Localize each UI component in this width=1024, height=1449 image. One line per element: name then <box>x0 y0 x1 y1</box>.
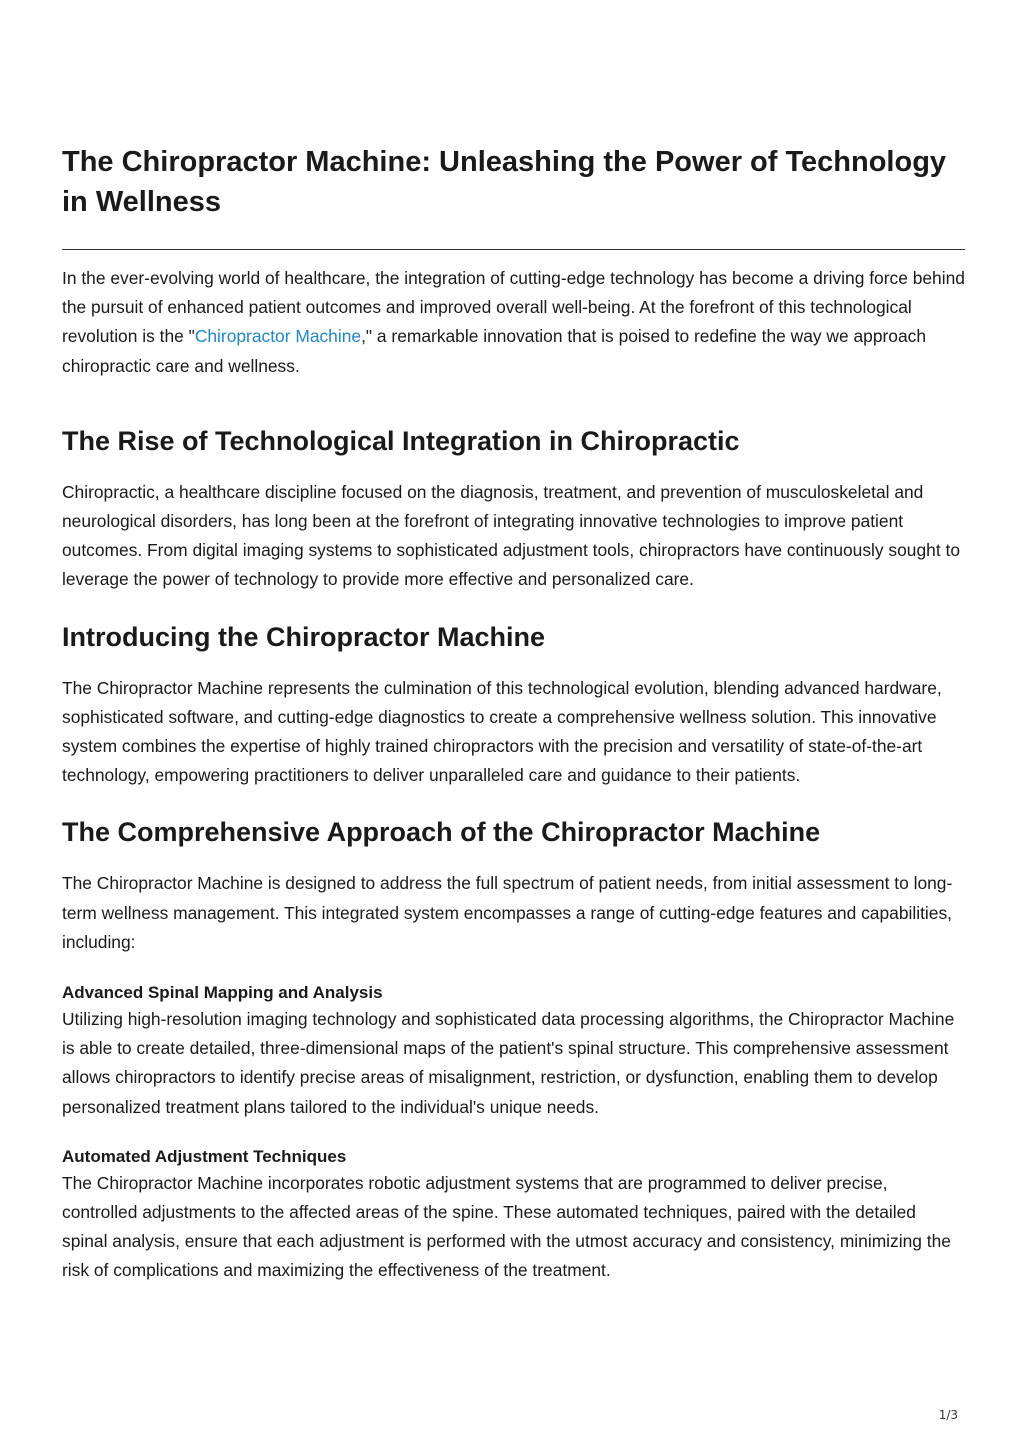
feature-body-automated-adjustment: The Chiropractor Machine incorporates robotic adjustment systems that are programmed to deliver precise, controlled adjustments to the affected areas of the spine. These automated techniques, paired with the detailed spinal analysis, ensure that each adjustment is performed with the utmost accuracy and consistency, minimizing the risk of complications and maximizing the effectiveness of the treatment. <box>62 1172 951 1281</box>
page-number: 1/3 <box>938 1408 958 1422</box>
feature-heading-spinal-mapping: Advanced Spinal Mapping and Analysis <box>62 983 383 1003</box>
section-heading-comprehensive: The Comprehensive Approach of the Chiropractor Machine <box>62 817 821 848</box>
feature-heading-automated-adjustment: Automated Adjustment Techniques <box>62 1146 347 1166</box>
document-page <box>62 142 965 1286</box>
section-body-comprehensive: The Chiropractor Machine is designed to address the full spectrum of patient needs, from initial assessment to long-term wellness management. This integrated system encompasses a range of cutting-edge features and capabilities, including: <box>62 873 953 952</box>
intro-text-after-link: ," a remarkable innovation that is poised to redefine the way we approach chiropractic care and wellness. <box>62 326 927 376</box>
title-divider <box>62 249 965 250</box>
chiropractor-machine-link[interactable]: Chiropractor Machine <box>194 326 362 347</box>
section-heading-rise: The Rise of Technological Integration in Chiropractic <box>62 425 740 456</box>
document-title: The Chiropractor Machine: Unleashing the Power of Technology in Wellness <box>62 146 947 218</box>
section-body-rise: Chiropractic, a healthcare discipline focused on the diagnosis, treatment, and prevention of musculoskeletal and neurological disorders, has long been at the forefront of integrating innovative technologies to improve patient outcomes. From digital imaging systems to sophisticated adjustment tools, chiropractors have continuously sought to leverage the power of technology to provide more effective and personalized care. <box>62 481 960 590</box>
feature-body-spinal-mapping: Utilizing high-resolution imaging technology and sophisticated data processing algorithms, the Chiropractor Machine is able to create detailed, three-dimensional maps of the patient's spinal structure. This comprehensive assessment allows chiropractors to identify precise areas of misalignment, restriction, or dysfunction, enabling them to develop personalized treatment plans tailored to the individual's unique needs. <box>62 1009 955 1117</box>
intro-text-before-link: In the ever-evolving world of healthcare, the integration of cutting-edge technology has become a driving force behind the pursuit of enhanced patient outcomes and improved overall well-being. At the forefront of this technological revolution is the " <box>62 268 965 347</box>
section-body-introducing: The Chiropractor Machine represents the culmination of this technological evolution, blending advanced hardware, sophisticated software, and cutting-edge diagnostics to create a comprehensive wellness solution. This innovative system combines the expertise of highly trained chiropractors with the precision and versatility of state-of-the-art technology, empowering practitioners to deliver unparalleled care and guidance to their patients. <box>62 677 942 786</box>
section-heading-introducing: Introducing the Chiropractor Machine <box>62 621 546 652</box>
intro-paragraph <box>62 264 965 381</box>
